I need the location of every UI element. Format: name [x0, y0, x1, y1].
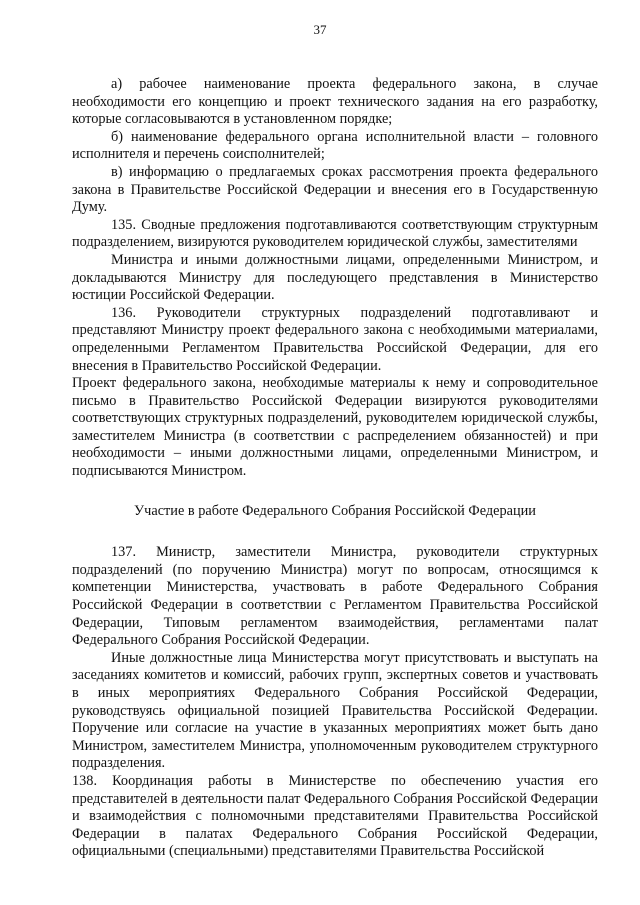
paragraph: Иные должностные лица Министерства могут присутствовать и выступать на заседаниях комитетов и комиссий, рабочих групп, экспертных советов и участвовать в иных мероприятиях Федерального Собрания Российской Федерации, руководствуясь официальной позицией Правительства Российской Федерации. Поручение или согласие на участие в указанных мероприятиях может быть дано Министром, заместителем Министра, уполномоченным руководителем структурного подразделения.	[72, 649, 598, 772]
paragraph: 136. Руководители структурных подразделений подготавливают и представляют Министру проект федерального закона с необходимыми материалами, определенными Регламентом Правительства Российской Федерации, для его внесения в Правительство Российской Федерации.	[72, 304, 598, 374]
paragraph: Проект федерального закона, необходимые материалы к нему и сопроводительное письмо в Правительство Российской Федерации визируются руководителями соответствующих структурных подразделений, руководителем юридической службы, заместителем Министра (в соответствии с распределением обязанностей) и при необходимости – иными должностными лицами, определенными Министром, и подписываются Министром.	[72, 375, 598, 480]
document-body	[72, 76, 598, 861]
paragraph: 138. Координация работы в Министерстве по обеспечению участия его представителей в деятельности палат Федерального Собрания Российской Федерации и взаимодействия с полномочными представителями Правительства Российской Федерации в палатах Федерального Собрания Российской Федерации, официальными (специальными) представителями Правительства Российской	[72, 772, 598, 860]
paragraphs-after	[72, 544, 598, 861]
paragraph: в) информацию о предлагаемых сроках рассмотрения проекта федерального закона в Правительстве Российской Федерации и внесения его в Государственную Думу.	[72, 163, 598, 216]
paragraphs-before	[72, 76, 598, 481]
page-number: 37	[313, 22, 327, 37]
paragraph: 135. Сводные предложения подготавливаются соответствующим структурным подразделением, визируются руководителем юридической службы, заместителями	[72, 216, 598, 251]
paragraph: б) наименование федерального органа исполнительной власти – головного исполнителя и перечень соисполнителей;	[72, 128, 598, 163]
paragraph: Министра и иными должностными лицами, определенными Министром, и докладываются Министру для последующего представления в Министерство юстиции Российской Федерации.	[72, 251, 598, 304]
paragraph: 137. Министр, заместители Министра, руководители структурных подразделений (по поручению Министра) могут по вопросам, относящимся к компетенции Министерства, участвовать в работе Федерального Собрания Российской Федерации в соответствии с Регламентом Правительства Российской Федерации, Типовым регламентом взаимодействия, регламентами палат Федерального Собрания Российской Федерации.	[72, 544, 598, 649]
section-heading: Участие в работе Федерального Собрания Российской Федерации	[134, 502, 536, 519]
paragraph: а) рабочее наименование проекта федерального закона, в случае необходимости его концепцию и проект технического задания на его разработку, которые согласовываются в установленном порядке;	[72, 76, 598, 128]
